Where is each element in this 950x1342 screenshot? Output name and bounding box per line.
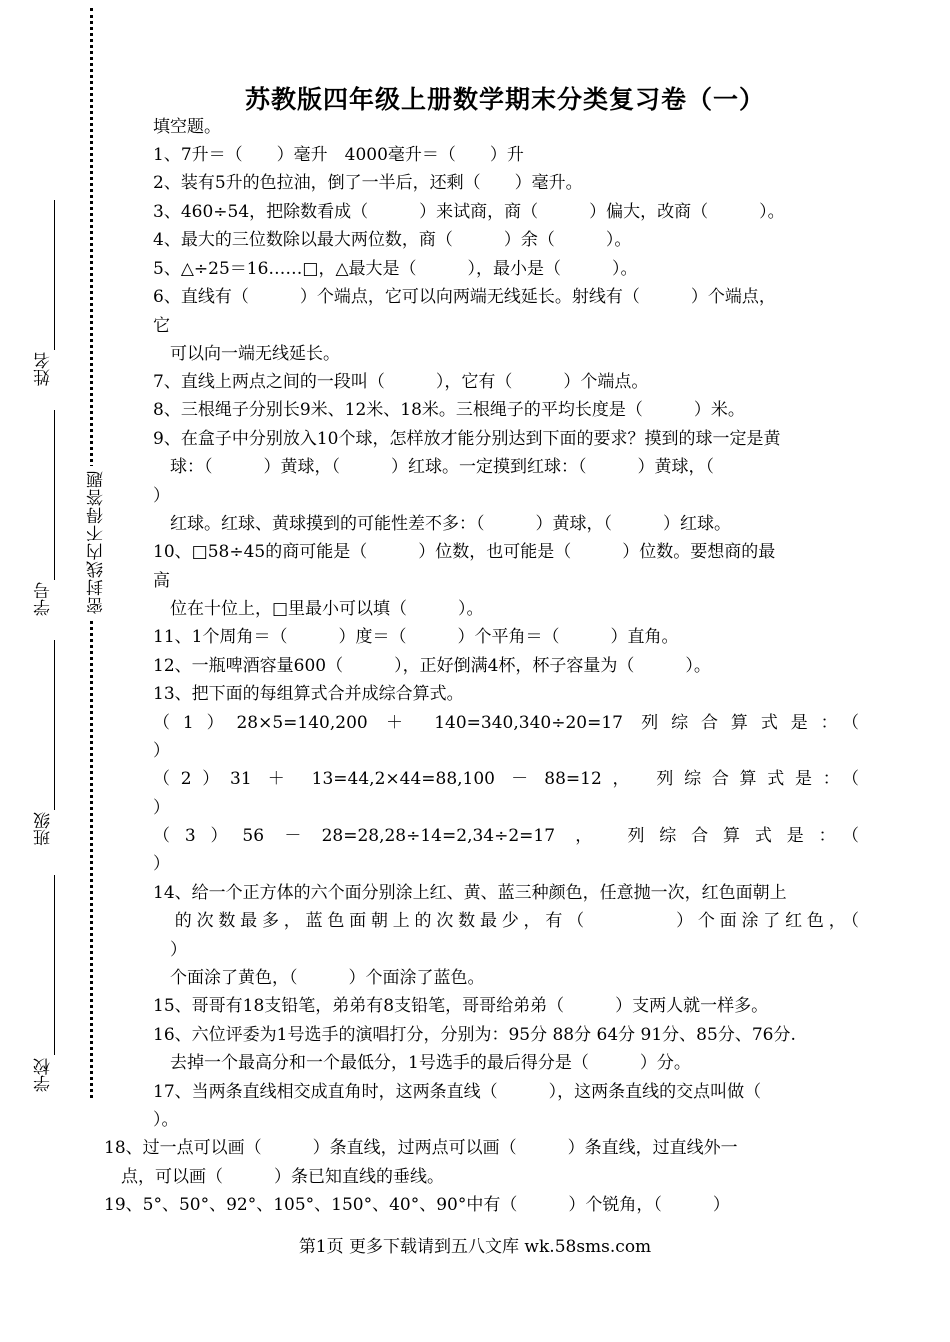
question-line: ） <box>153 486 170 506</box>
question-line: ） <box>153 940 187 960</box>
question-line: （1）28×5=140,200 ＋ 140=340,340÷20=17 列综合算式是：（ <box>153 713 859 733</box>
name-label: 姓名 <box>34 352 54 386</box>
question-line: 个面涂了黄色，（ ）个面涂了蓝色。 <box>153 968 485 988</box>
question-line: 12、一瓶啤酒容量600（ ），正好倒满4杯，杯子容量为（ ）。 <box>153 656 711 676</box>
question-line: 16、六位评委为1号选手的演唱打分，分别为：95分 88分 64分 91分、85分、76分. <box>153 1025 796 1045</box>
section-heading: 填空题。 <box>153 117 221 137</box>
question-line: ） <box>153 798 170 818</box>
question-line: （2）31 ＋ 13=44,2×44=88,100 － 88=12， 列综合算式是：（ <box>153 769 859 789</box>
question-line: 点，可以画（ ）条已知直线的垂线。 <box>104 1167 444 1187</box>
question-line: ） <box>153 854 170 874</box>
page-title: 苏教版四年级上册数学期末分类复习卷（一） <box>244 85 765 114</box>
question-line: ） <box>153 741 170 761</box>
question-line: 13、把下面的每组算式合并成综合算式。 <box>153 684 464 704</box>
school-underline <box>54 875 55 1055</box>
question-line: 9、在盒子中分别放入10个球，怎样放才能分别达到下面的要求？摸到的球一定是黄 <box>153 429 781 449</box>
question-line: 17、当两条直线相交成直角时，这两条直线（ ），这两条直线的交点叫做（ <box>153 1082 762 1102</box>
name-underline <box>54 200 55 350</box>
question-line: 5、△÷25＝16……□，△最大是（ ），最小是（ ）。 <box>153 259 638 279</box>
question-line: 6、直线有（ ）个端点，它可以向两端无线延长。射线有（ ）个端点， <box>153 287 776 307</box>
page-footer: 第1页 更多下载请到五八文库 wk.58sms.com <box>298 1237 652 1257</box>
question-line: ）。 <box>153 1110 179 1130</box>
question-line: 11、1个周角＝（ ）度＝（ ）个平角＝（ ）直角。 <box>153 627 679 647</box>
class-underline <box>54 640 55 810</box>
question-line: 高 <box>153 571 170 591</box>
question-line: 位在十位上，□里最小可以填（ ）。 <box>153 599 484 619</box>
question-line: 18、过一点可以画（ ）条直线，过两点可以画（ ）条直线，过直线外一 <box>104 1138 738 1158</box>
question-line: 的次数最多，蓝色面朝上的次数最少，有（ ）个面涂了红色，（ <box>153 911 859 931</box>
question-line: 可以向一端无线延长。 <box>153 344 340 364</box>
student-id-label: 学号 <box>34 582 54 616</box>
school-label: 学校 <box>34 1058 54 1092</box>
question-line: 8、三根绳子分别长9米、12米、18米。三根绳子的平均长度是（ ）米。 <box>153 400 745 420</box>
question-line: 4、最大的三位数除以最大两位数，商（ ）余（ ）。 <box>153 230 632 250</box>
question-line: 球：（ ）黄球，（ ）红球。一定摸到红球：（ ）黄球，（ <box>153 457 714 477</box>
class-label: 班级 <box>34 812 54 846</box>
question-line: 3、460÷54，把除数看成（ ）来试商，商（ ）偏大，改商（ ）。 <box>153 202 785 222</box>
question-line: 红球。红球、黄球摸到的可能性差不多：（ ）黄球，（ ）红球。 <box>153 514 731 534</box>
question-line: 它 <box>153 316 170 336</box>
question-line: （3）56 － 28=28,28÷14=2,34÷2=17 ， 列综合算式是：（ <box>153 826 859 846</box>
question-line: 去掉一个最高分和一个最低分，1号选手的最后得分是（ ）分。 <box>153 1053 691 1073</box>
question-line: 1、7升＝（ ）毫升 4000毫升＝（ ）升 <box>153 145 524 165</box>
seal-notice: 密封线内不得答题 <box>84 466 109 618</box>
question-line: 15、哥哥有18支铅笔，弟弟有8支铅笔，哥哥给弟弟（ ）支两人就一样多。 <box>153 996 769 1016</box>
question-line: 10、□58÷45的商可能是（ ）位数，也可能是（ ）位数。要想商的最 <box>153 542 776 562</box>
question-line: 2、装有5升的色拉油，倒了一半后，还剩（ ）毫升。 <box>153 173 583 193</box>
question-line: 19、5°、50°、92°、105°、150°、40°、90°中有（ ）个锐角，（ ） <box>104 1195 730 1215</box>
question-line: 7、直线上两点之间的一段叫（ ），它有（ ）个端点。 <box>153 372 649 392</box>
question-line: 14、给一个正方体的六个面分别涂上红、黄、蓝三种颜色，任意抛一次，红色面朝上 <box>153 883 787 903</box>
student-id-underline <box>54 410 55 580</box>
